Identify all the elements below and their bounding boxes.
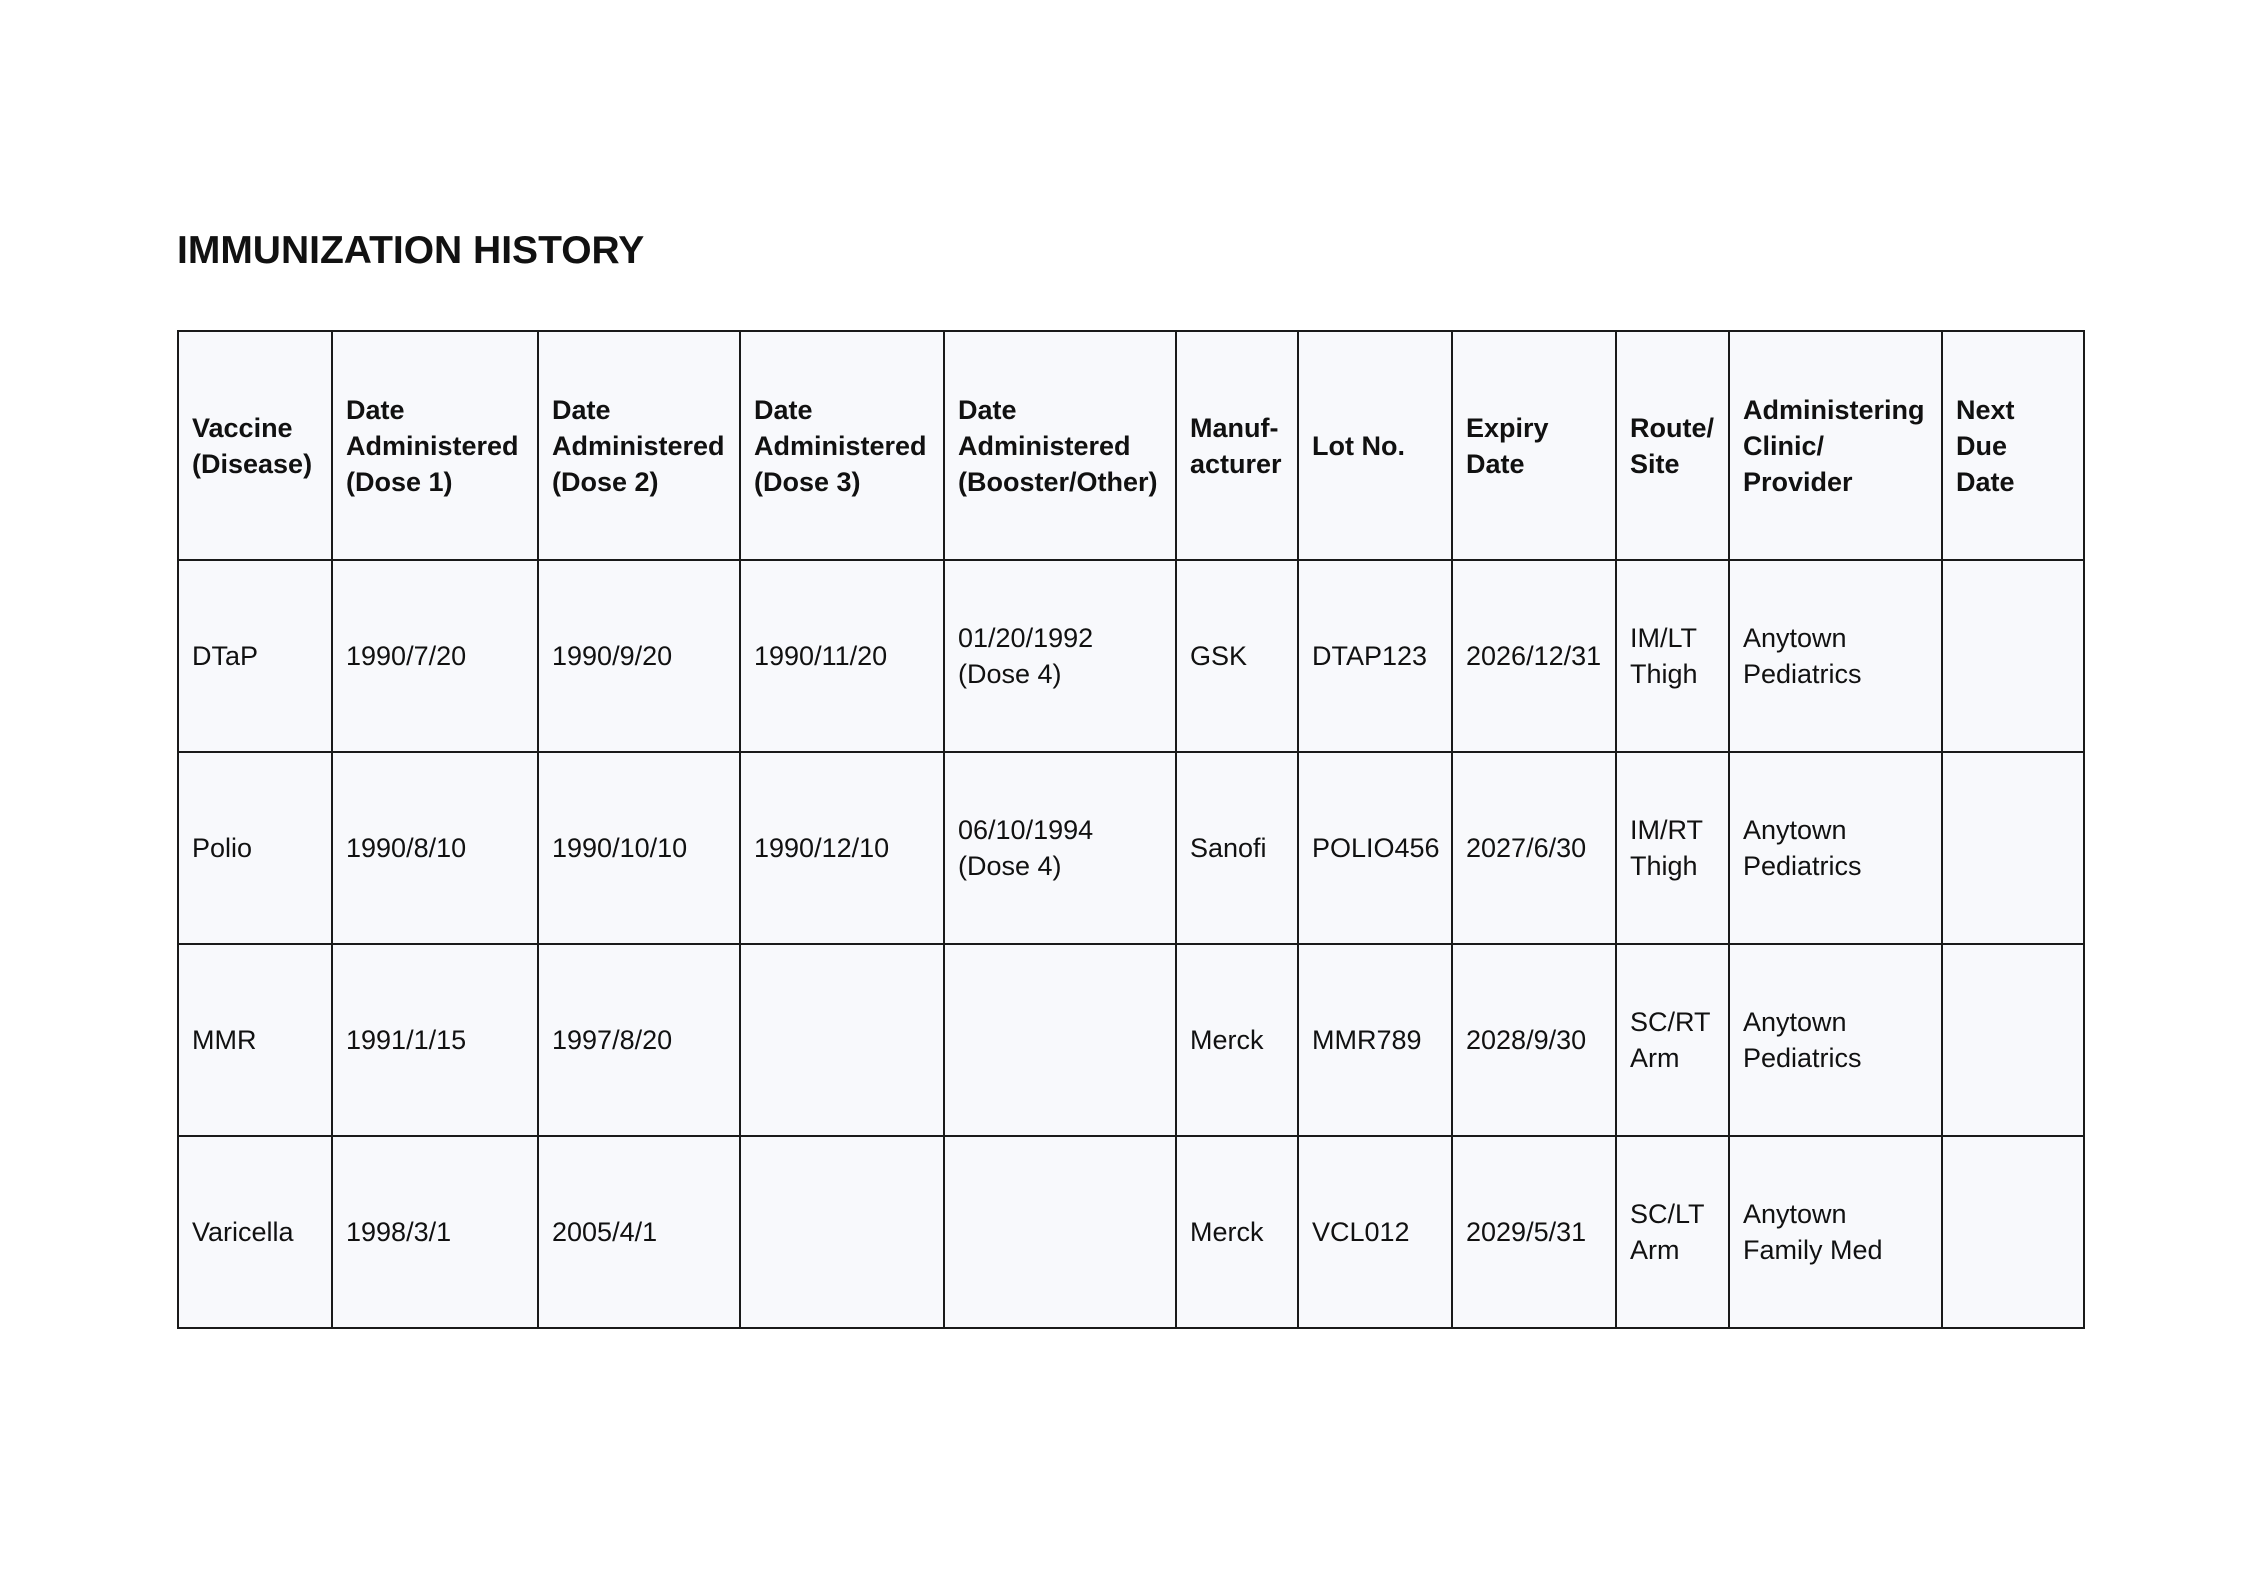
cell-dose-1: 1991/1/15	[332, 944, 538, 1136]
cell-dose-2: 1997/8/20	[538, 944, 740, 1136]
cell-manufacturer: Merck	[1176, 944, 1298, 1136]
cell-dose-1: 1990/8/10	[332, 752, 538, 944]
header-expiry-date: Expiry Date	[1452, 331, 1616, 560]
cell-lot-no: VCL012	[1298, 1136, 1452, 1328]
cell-dose-2: 1990/10/10	[538, 752, 740, 944]
table-row	[178, 1136, 2084, 1328]
cell-provider: Anytown Pediatrics	[1729, 944, 1942, 1136]
cell-booster	[944, 1136, 1176, 1328]
cell-route-site: IM/LT Thigh	[1616, 560, 1729, 752]
cell-dose-3: 1990/12/10	[740, 752, 944, 944]
cell-lot-no: DTAP123	[1298, 560, 1452, 752]
header-lot-no: Lot No.	[1298, 331, 1452, 560]
cell-next-due-date	[1942, 752, 2084, 944]
cell-vaccine: Varicella	[178, 1136, 332, 1328]
header-vaccine: Vaccine (Disease)	[178, 331, 332, 560]
header-dose-1: Date Administered (Dose 1)	[332, 331, 538, 560]
header-dose-3: Date Administered (Dose 3)	[740, 331, 944, 560]
cell-booster	[944, 944, 1176, 1136]
header-row	[178, 331, 2084, 560]
cell-booster: 01/20/1992 (Dose 4)	[944, 560, 1176, 752]
table-row	[178, 752, 2084, 944]
cell-dose-1: 1990/7/20	[332, 560, 538, 752]
cell-vaccine: DTaP	[178, 560, 332, 752]
header-dose-2: Date Administered (Dose 2)	[538, 331, 740, 560]
cell-manufacturer: GSK	[1176, 560, 1298, 752]
cell-next-due-date	[1942, 1136, 2084, 1328]
cell-route-site: IM/RT Thigh	[1616, 752, 1729, 944]
cell-next-due-date	[1942, 944, 2084, 1136]
cell-dose-2: 2005/4/1	[538, 1136, 740, 1328]
cell-dose-3: 1990/11/20	[740, 560, 944, 752]
cell-expiry-date: 2026/12/31	[1452, 560, 1616, 752]
cell-dose-2: 1990/9/20	[538, 560, 740, 752]
cell-provider: Anytown Pediatrics	[1729, 752, 1942, 944]
cell-provider: Anytown Family Med	[1729, 1136, 1942, 1328]
header-provider: Administering Clinic/ Provider	[1729, 331, 1942, 560]
cell-manufacturer: Merck	[1176, 1136, 1298, 1328]
cell-lot-no: POLIO456	[1298, 752, 1452, 944]
page-title: IMMUNIZATION HISTORY	[177, 229, 645, 272]
cell-manufacturer: Sanofi	[1176, 752, 1298, 944]
header-next-due-date: Next Due Date	[1942, 331, 2084, 560]
immunization-table	[177, 330, 2085, 1329]
table-row	[178, 560, 2084, 752]
cell-vaccine: MMR	[178, 944, 332, 1136]
cell-route-site: SC/LT Arm	[1616, 1136, 1729, 1328]
cell-booster: 06/10/1994 (Dose 4)	[944, 752, 1176, 944]
cell-next-due-date	[1942, 560, 2084, 752]
table-row	[178, 944, 2084, 1136]
header-route-site: Route/ Site	[1616, 331, 1729, 560]
cell-dose-3	[740, 944, 944, 1136]
cell-expiry-date: 2028/9/30	[1452, 944, 1616, 1136]
cell-dose-1: 1998/3/1	[332, 1136, 538, 1328]
cell-expiry-date: 2029/5/31	[1452, 1136, 1616, 1328]
cell-dose-3	[740, 1136, 944, 1328]
cell-expiry-date: 2027/6/30	[1452, 752, 1616, 944]
cell-provider: Anytown Pediatrics	[1729, 560, 1942, 752]
header-booster: Date Administered (Booster/Other)	[944, 331, 1176, 560]
header-manufacturer: Manuf- acturer	[1176, 331, 1298, 560]
cell-vaccine: Polio	[178, 752, 332, 944]
cell-lot-no: MMR789	[1298, 944, 1452, 1136]
cell-route-site: SC/RT Arm	[1616, 944, 1729, 1136]
